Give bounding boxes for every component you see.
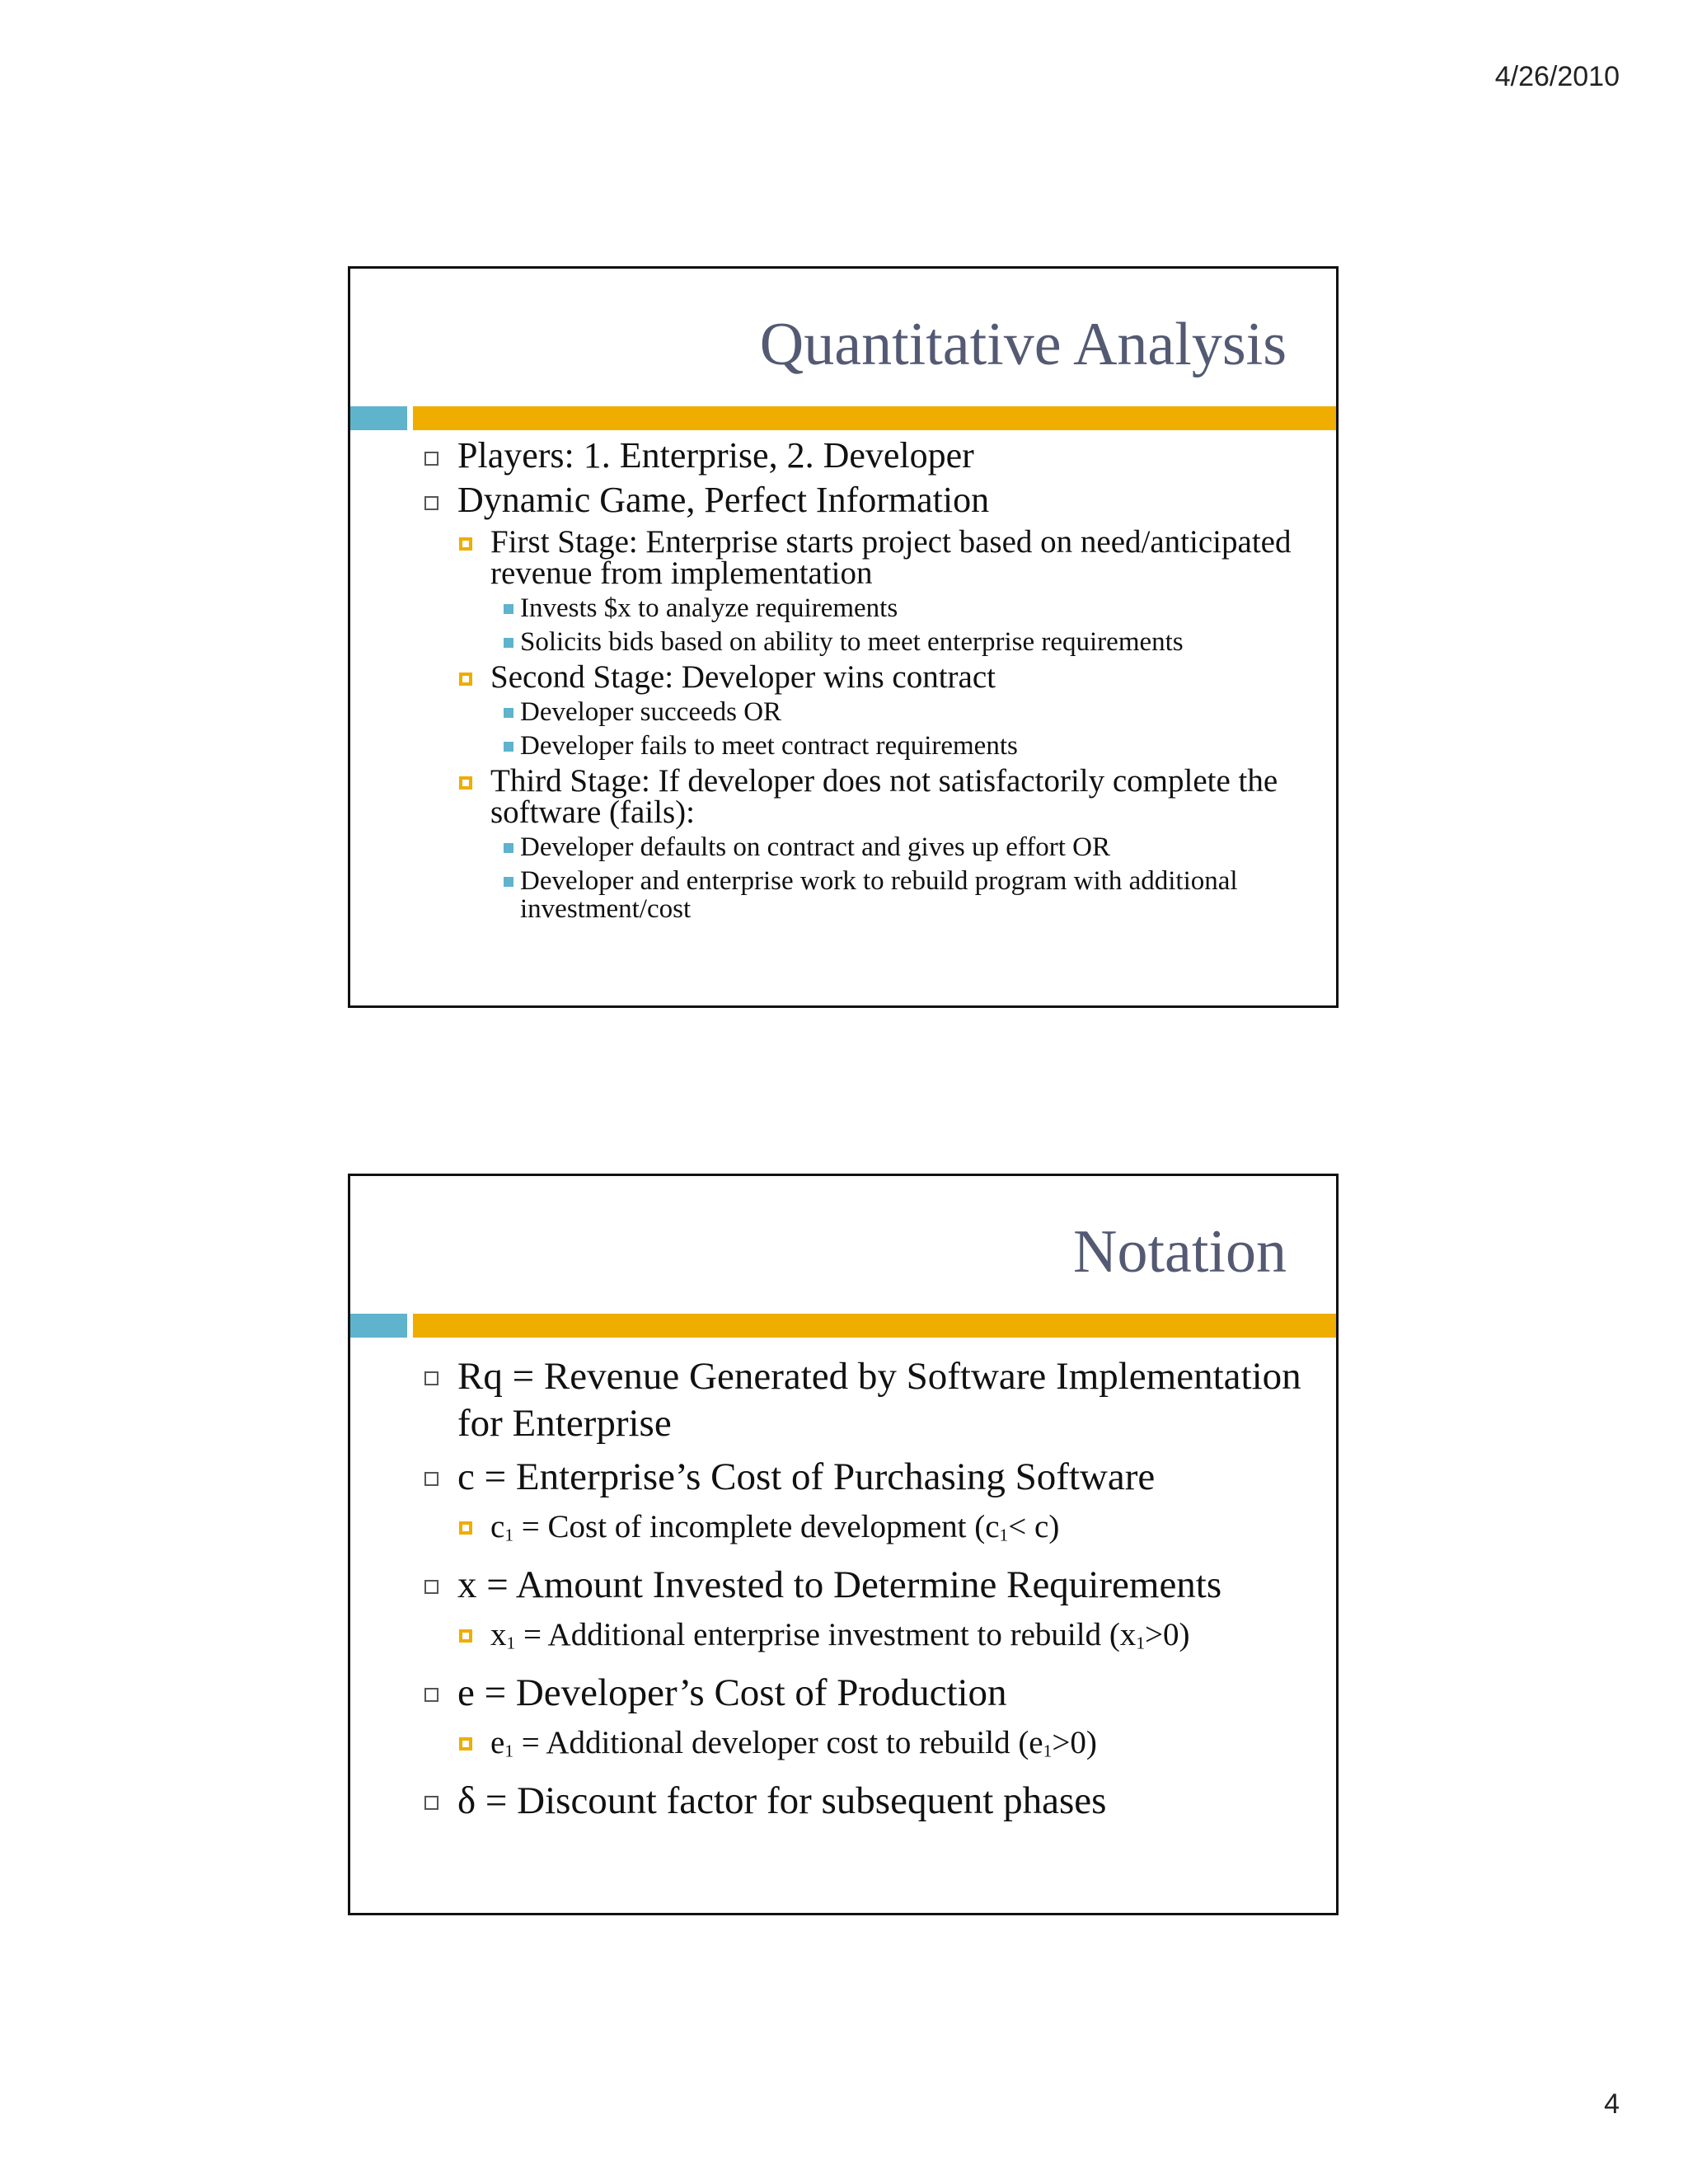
slide-content: [424, 1353, 1326, 1831]
sub-sub-bullet-item: [424, 698, 1326, 726]
blue-square-bullet-icon: [504, 638, 513, 648]
blue-square-bullet-icon: [504, 604, 513, 614]
bullet-text: Developer fails to meet contract requirements: [520, 731, 1018, 761]
bullet-item: [424, 435, 1326, 476]
gold-square-bullet-icon: [459, 1629, 472, 1643]
hollow-square-bullet-icon: [424, 1472, 438, 1486]
bullet-text: First Stage: Enterprise starts project based on need/anticipated revenue from implementation: [490, 524, 1292, 591]
bullet-item: [424, 1670, 1326, 1717]
bullet-text: x = Amount Invested to Determine Requirements: [457, 1563, 1222, 1606]
accent-bar-blue: [350, 406, 407, 430]
sub-bullet-item: [424, 763, 1326, 830]
accent-bar-gold: [413, 1314, 1336, 1338]
bullet-text: e = Developer’s Cost of Production: [457, 1671, 1007, 1714]
hollow-square-bullet-icon: [424, 452, 438, 466]
sub-bullet-item: [424, 659, 1326, 695]
page-number: 4: [1604, 2088, 1620, 2120]
blue-square-bullet-icon: [504, 843, 513, 853]
bullet-text: Developer defaults on contract and gives up effort OR: [520, 832, 1110, 862]
bullet-text: $c_1$ = Cost of incomplete development $(c_1< c)$: [490, 1509, 1060, 1545]
bullet-item: [424, 1353, 1326, 1447]
sub-sub-bullet-item: [424, 594, 1326, 622]
sub-sub-bullet-item: [424, 628, 1326, 656]
sub-sub-bullet-item: [424, 833, 1326, 861]
bullet-text: Developer and enterprise work to rebuild program with additional investment/cost: [520, 866, 1238, 924]
bullet-text: Solicits bids based on ability to meet enterprise requirements: [520, 627, 1184, 657]
bullet-text: Rq = Revenue Generated by Software Implementation for Enterprise: [457, 1355, 1301, 1445]
bullet-text: Developer succeeds OR: [520, 697, 782, 727]
gold-square-bullet-icon: [459, 537, 472, 551]
hollow-square-bullet-icon: [424, 1796, 438, 1810]
bullet-text: Dynamic Game, Perfect Information: [457, 480, 990, 520]
bullet-item: [424, 1562, 1326, 1609]
hollow-square-bullet-icon: [424, 1371, 438, 1385]
sub-sub-bullet-item: [424, 732, 1326, 760]
slide-notation: [348, 1174, 1339, 1915]
bullet-text: Second Stage: Developer wins contract: [490, 659, 996, 695]
bullet-text: Invests $x to analyze requirements: [520, 593, 898, 623]
sub-bullet-item: [424, 1507, 1326, 1547]
bullet-text: c = Enterprise’s Cost of Purchasing Software: [457, 1455, 1156, 1498]
gold-square-bullet-icon: [459, 776, 472, 790]
hollow-square-bullet-icon: [424, 496, 438, 510]
page-date: 4/26/2010: [1494, 61, 1620, 92]
bullet-text: δ = Discount factor for subsequent phases: [457, 1779, 1107, 1822]
bullet-item: [424, 1454, 1326, 1501]
blue-square-bullet-icon: [504, 742, 513, 752]
bullet-text: $e_1$ = Additional developer cost to rebuild $(e_1>0)$: [490, 1725, 1097, 1761]
slide-title: Quantitative Analysis: [759, 311, 1287, 378]
gold-square-bullet-icon: [459, 1737, 472, 1750]
sub-bullet-item: [424, 1615, 1326, 1655]
blue-square-bullet-icon: [504, 708, 513, 718]
accent-bar-gold: [413, 406, 1336, 430]
slide-content: [424, 435, 1326, 929]
blue-square-bullet-icon: [504, 877, 513, 887]
gold-square-bullet-icon: [459, 673, 472, 686]
slide-title: Notation: [1073, 1218, 1287, 1286]
gold-square-bullet-icon: [459, 1521, 472, 1535]
hollow-square-bullet-icon: [424, 1580, 438, 1594]
sub-bullet-item: [424, 524, 1326, 591]
hollow-square-bullet-icon: [424, 1688, 438, 1702]
bullet-item: [424, 1778, 1326, 1825]
sub-sub-bullet-item: [424, 867, 1326, 923]
accent-bar-blue: [350, 1314, 407, 1338]
bullet-text: Players: 1. Enterprise, 2. Developer: [457, 435, 974, 476]
slide-quantitative-analysis: [348, 266, 1339, 1008]
bullet-text: Third Stage: If developer does not satisfactorily complete the software (fails):: [490, 763, 1278, 830]
bullet-text: $x_1$ = Additional enterprise investment to rebuild $(x_1>0)$: [490, 1617, 1190, 1653]
bullet-item: [424, 482, 1326, 518]
sub-bullet-item: [424, 1723, 1326, 1763]
